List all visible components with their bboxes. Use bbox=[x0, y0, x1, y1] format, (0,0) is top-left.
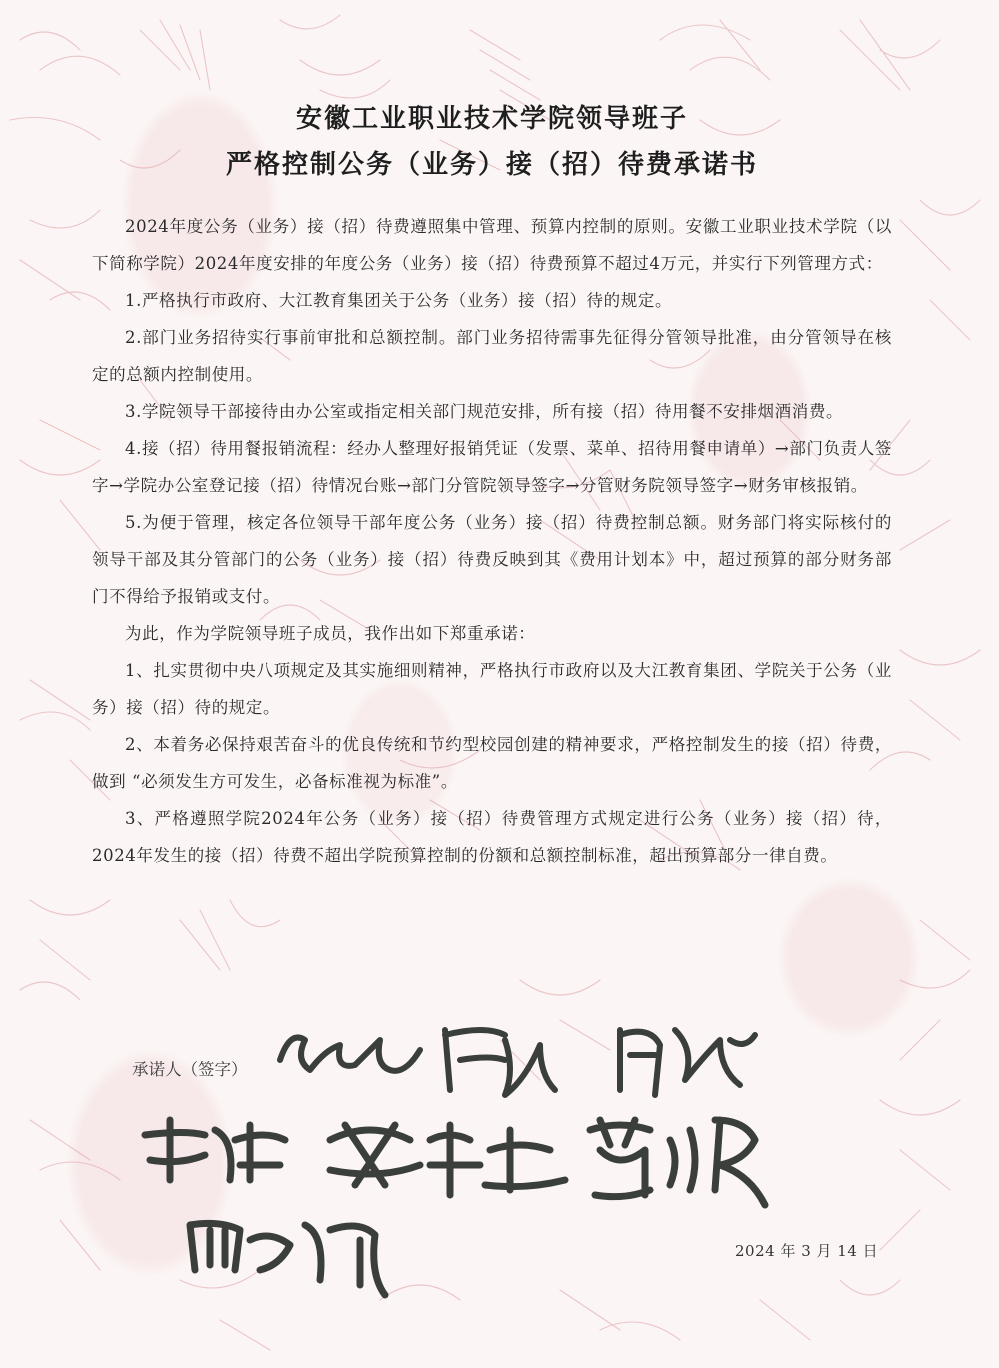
signature-7 bbox=[190, 1223, 385, 1295]
document-title-line1: 安徽工业职业技术学院领导班子 bbox=[295, 104, 688, 134]
document-body bbox=[92, 96, 892, 874]
paragraph-rule-5: 5.为便于管理，核定各位领导干部年度公务（业务）接（招）待费控制总额。财务部门将实际核付的领导干部及其分管部门的公务（业务）接（招）待费反映到其《费用计划本》中，超过预算的部分财务部门不得给予报销或支付。 bbox=[92, 513, 892, 606]
paragraph-pledge-2: 2、本着务必保持艰苦奋斗的优良传统和节约型校园创建的精神要求，严格控制发生的接（招）待费，做到 “必须发生方可发生，必备标准视为标准”。 bbox=[92, 735, 892, 791]
signature-2 bbox=[445, 1030, 555, 1095]
paragraph-rule-1: 1.严格执行市政府、大江教育集团关于公务（业务）接（招）待的规定。 bbox=[125, 291, 673, 310]
signature-label: 承诺人（签字） bbox=[132, 1060, 248, 1079]
paragraph-rule-4: 4.接（招）待用餐报销流程：经办人整理好报销凭证（发票、菜单、招待用餐申请单）→部门负责人签字→学院办公室登记接（招）待情况台账→部门分管院领导签字→分管财务院领导签字→财务审核报销。 bbox=[92, 439, 892, 495]
paragraph-pledge-1: 1、扎实贯彻中央八项规定及其实施细则精神，严格执行市政府以及大江教育集团、学院关于公务（业务）接（招）待的规定。 bbox=[92, 661, 892, 717]
signature-3 bbox=[620, 1030, 755, 1095]
document-date: 2024 年 3 月 14 日 bbox=[735, 1242, 879, 1260]
signature-6 bbox=[590, 1120, 765, 1205]
signature-4 bbox=[145, 1120, 285, 1180]
paragraph-intro: 2024年度公务（业务）接（招）待费遵照集中管理、预算内控制的原则。安徽工业职业技术学院（以下简称学院）2024年度安排的年度公务（业务）接（招）待费预算不超过4万元，并实行下列管理方式： bbox=[92, 217, 892, 273]
document-title-line2: 严格控制公务（业务）接（招）待费承诺书 bbox=[225, 150, 758, 180]
signature-5 bbox=[330, 1125, 565, 1195]
paragraph-pledge-3: 3、严格遵照学院2024年公务（业务）接（招）待费管理方式规定进行公务（业务）接（招）待，2024年发生的接（招）待费不超出学院预算控制的份额和总额控制标准，超出预算部分一律自费。 bbox=[92, 809, 892, 865]
handwritten-signatures bbox=[130, 1000, 830, 1300]
paragraph-rule-2: 2.部门业务招待实行事前审批和总额控制。部门业务招待需事先征得分管领导批准，由分管领导在核定的总额内控制使用。 bbox=[92, 328, 892, 384]
paragraph-pledge-intro: 为此，作为学院领导班子成员，我作出如下郑重承诺： bbox=[125, 624, 536, 643]
signature-1 bbox=[280, 1038, 420, 1071]
paragraph-rule-3: 3.学院领导干部接待由办公室或指定相关部门规范安排，所有接（招）待用餐不安排烟酒消费。 bbox=[125, 402, 844, 421]
